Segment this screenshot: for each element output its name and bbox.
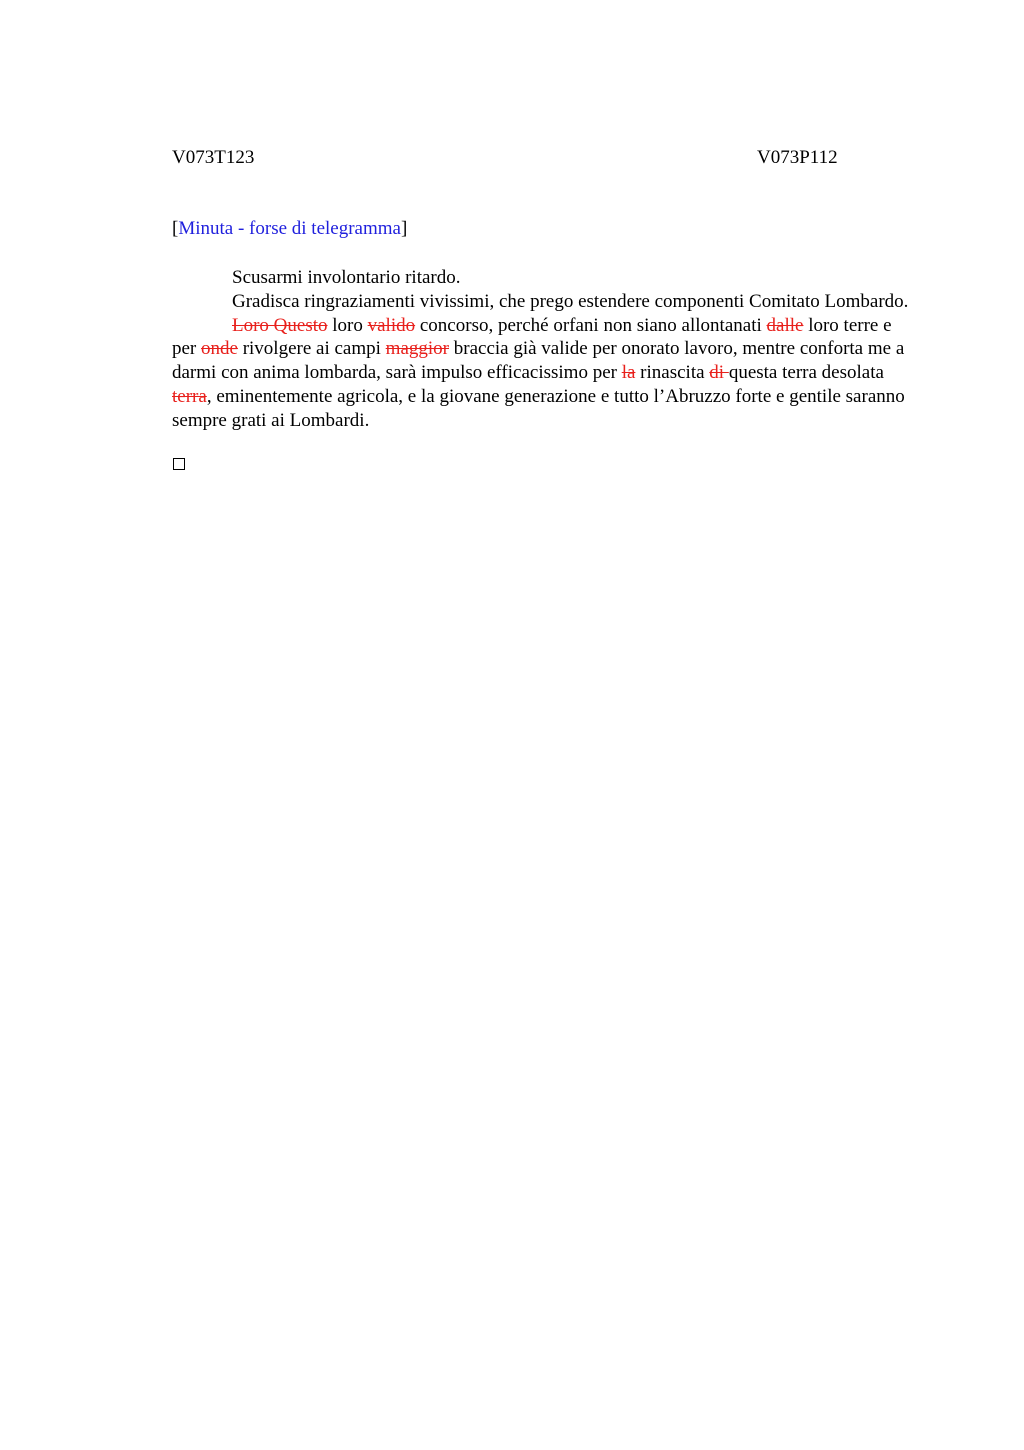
deleted-text: la — [621, 362, 636, 384]
note-close-bracket: ] — [400, 218, 408, 239]
text-segment: loro — [327, 314, 368, 336]
text-segment: braccia già valide per onorato lavoro, mentre conforta me a darmi con anima lombarda, sarà impulso efficacissimo per — [172, 338, 905, 384]
note-text: Minuta - forse di telegramma — [178, 218, 401, 239]
deleted-text: maggior — [385, 338, 449, 360]
deleted-text: Loro Questo — [232, 314, 328, 336]
document-code-left: V073T123 — [172, 147, 255, 168]
text-segment: , eminentemente agricola, e la giovane generazione e tutto l’Abruzzo forte e gentile saranno sempre grati ai Lombardi. — [172, 385, 905, 431]
text-segment: rinascita — [635, 362, 710, 384]
text-segment: questa terra desolata — [728, 362, 884, 384]
text-segment: rivolgere ai campi — [237, 338, 386, 360]
document-code-right: V073P112 — [757, 147, 838, 168]
paragraph-thanks: Gradisca ringraziamenti vivissimi, che prego estendere componenti Comitato Lombardo. — [232, 290, 909, 312]
deleted-text: terra — [172, 385, 207, 407]
deleted-text: onde — [201, 338, 238, 360]
text-segment: concorso, perché orfani non siano allontanati — [415, 314, 767, 336]
text-segment: loro terre e per — [172, 314, 892, 360]
deleted-text: dalle — [766, 314, 804, 336]
note-open-bracket: [ — [172, 218, 179, 239]
deleted-text: valido — [367, 314, 416, 336]
empty-square-icon — [173, 458, 185, 470]
letter-body — [172, 266, 912, 433]
editorial-note — [172, 218, 407, 240]
paragraph-apology: Scusarmi involontario ritardo. — [232, 267, 461, 288]
paragraph-main — [172, 314, 912, 433]
deleted-text: di — [709, 362, 729, 384]
